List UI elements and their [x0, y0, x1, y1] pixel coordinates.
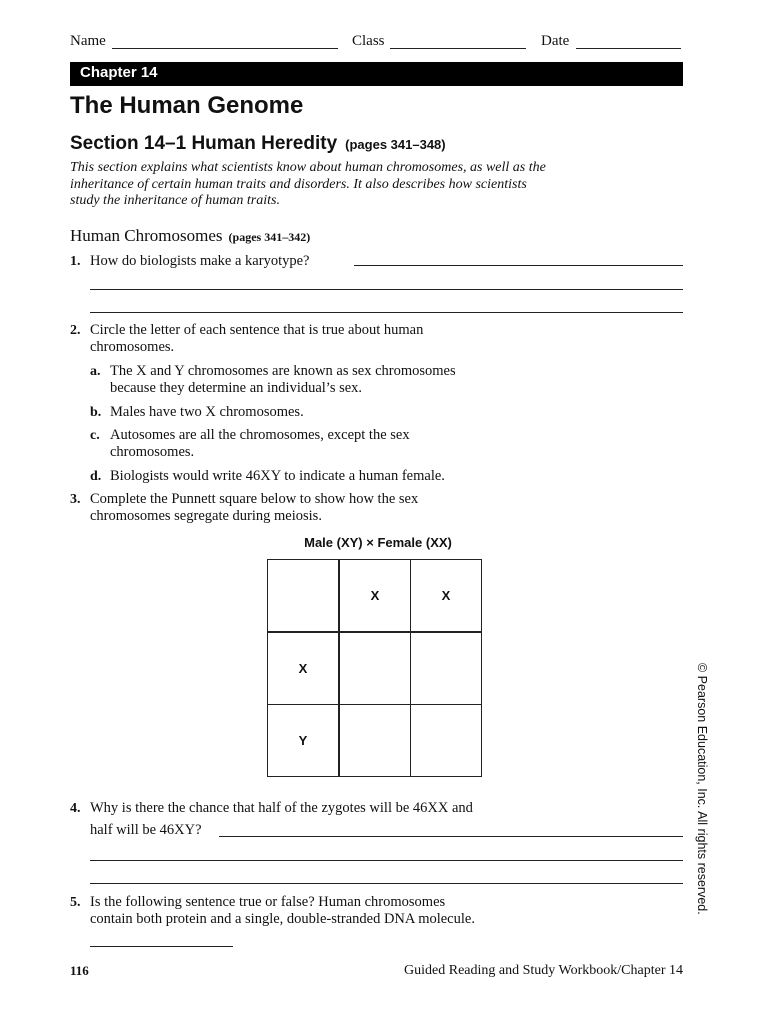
q1-answer-line-1[interactable] [354, 265, 683, 266]
page-number: 116 [70, 963, 89, 978]
q2-text-line-1: Circle the letter of each sentence that is true about human [90, 322, 424, 338]
q2-number: 2. [70, 323, 81, 338]
q1-text: How do biologists make a karyotype? [90, 253, 310, 269]
punnett-square [267, 559, 482, 777]
subhead-pages: (pages 341–342) [228, 230, 311, 244]
q2-option-c-line-2: chromosomes. [110, 444, 195, 460]
punnett-cell[interactable] [411, 705, 482, 777]
q2-option-c-line-1: Autosomes are all the chromosomes, except the sex [110, 427, 410, 443]
subhead-title: Human Chromosomes [70, 226, 223, 245]
q3-text-line-1: Complete the Punnett square below to show how the sex [90, 491, 419, 507]
footer-book-title: Guided Reading and Study Workbook/Chapter 14 [404, 963, 683, 978]
punnett-row-header: X [268, 632, 340, 705]
q2-option-b-line-1: Males have two X chromosomes. [110, 404, 304, 420]
chapter-label: Chapter 14 [80, 64, 158, 81]
class-field[interactable] [390, 48, 526, 49]
section-pages: (pages 341–348) [345, 137, 446, 152]
date-label: Date [541, 33, 570, 49]
q2-option-d-letter[interactable]: d. [90, 469, 102, 484]
q4-answer-line-1[interactable] [219, 836, 683, 837]
punnett-col-header: X [339, 560, 411, 633]
q5-text-line-1: Is the following sentence true or false? Human chromosomes [90, 894, 446, 910]
punnett-cell[interactable] [411, 632, 482, 705]
class-label: Class [352, 33, 385, 49]
q4-text-line-2: half will be 46XY? [90, 822, 202, 838]
q5-number: 5. [70, 895, 81, 910]
q2-option-c-letter[interactable]: c. [90, 428, 100, 443]
name-label: Name [70, 33, 106, 49]
punnett-cell[interactable] [339, 705, 411, 777]
q1-number: 1. [70, 254, 81, 269]
q3-text-line-2: chromosomes segregate during meiosis. [90, 508, 322, 524]
q2-option-a-line-1: The X and Y chromosomes are known as sex chromosomes [110, 363, 456, 379]
section-intro: This section explains what scientists know about human chromosomes, as well as the inheritance of certain human traits and disorders. It also describes how scientists study the inheritance of human traits. [70, 160, 546, 208]
copyright-notice: © Pearson Education, Inc. All rights reserved. [695, 663, 709, 915]
subhead [70, 226, 310, 246]
q4-answer-line-2[interactable] [90, 860, 683, 861]
page-title: The Human Genome [70, 92, 304, 119]
name-field[interactable] [112, 48, 338, 49]
q2-text-line-2: chromosomes. [90, 339, 175, 355]
q4-text-line-1: Why is there the chance that half of the zygotes will be 46XX and [90, 800, 473, 816]
q2-option-a-letter[interactable]: a. [90, 364, 101, 379]
punnett-row-header: Y [268, 705, 340, 777]
q4-number: 4. [70, 801, 81, 816]
punnett-corner-cell [268, 560, 340, 633]
punnett-col-header: X [411, 560, 482, 633]
section-title: Section 14–1 Human Heredity [70, 133, 338, 154]
q4-answer-line-3[interactable] [90, 883, 683, 884]
punnett-title: Male (XY) × Female (XX) [304, 535, 452, 550]
q3-number: 3. [70, 492, 81, 507]
date-field[interactable] [576, 48, 681, 49]
q5-answer-line[interactable] [90, 946, 233, 947]
q2-option-a-line-2: because they determine an individual’s sex. [110, 380, 363, 396]
q2-option-d-line-1: Biologists would write 46XY to indicate a human female. [110, 468, 445, 484]
chapter-bar [70, 62, 683, 86]
q5-text-line-2: contain both protein and a single, double-stranded DNA molecule. [90, 911, 475, 927]
section-heading [70, 133, 446, 155]
q1-answer-line-2[interactable] [90, 289, 683, 290]
q1-answer-line-3[interactable] [90, 312, 683, 313]
punnett-cell[interactable] [339, 632, 411, 705]
q2-option-b-letter[interactable]: b. [90, 405, 102, 420]
